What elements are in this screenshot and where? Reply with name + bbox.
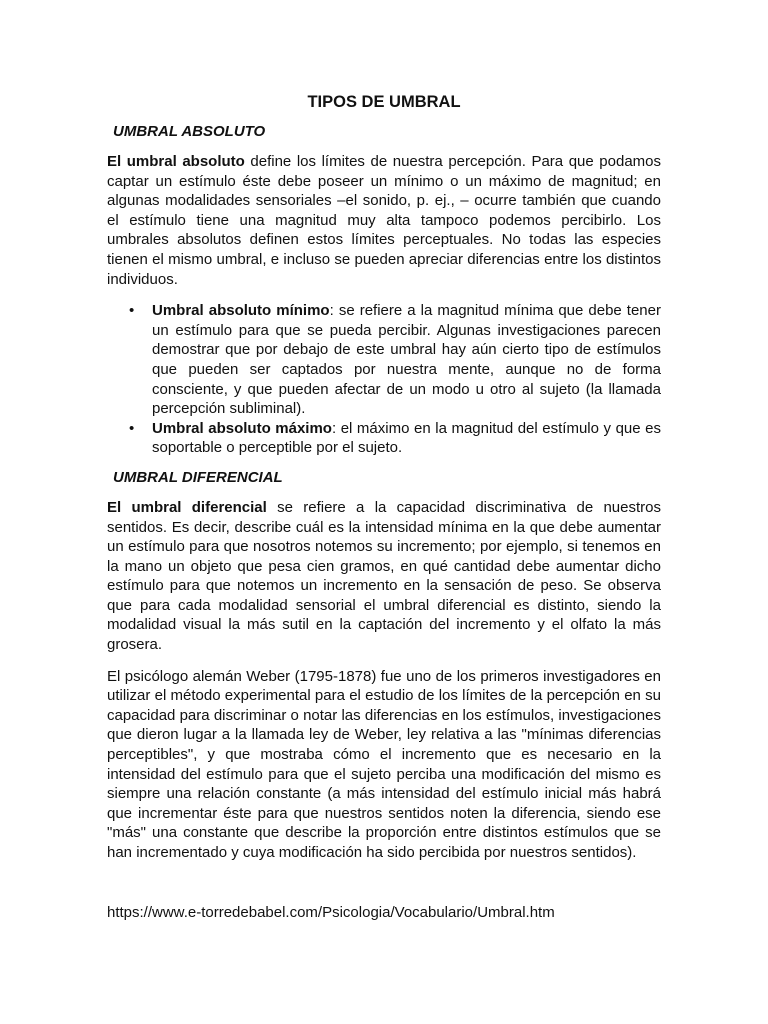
list-item-text: : se refiere a la magnitud mínima que debe tener un estímulo para que se pueda percibir. Algunas investigaciones parecen demostrar que por debajo de este umbral hay aún cierto tipo de estímulos que pueden ser captados por nuestra mente, aunque no de forma consciente, y que pueden afectar de un modo u otro al sujeto (la llamada percepción subliminal). [152, 302, 661, 418]
page-title: TIPOS DE UMBRAL [307, 93, 461, 111]
term-umbral-absoluto: El umbral absoluto [107, 153, 245, 170]
bullet-icon: • [129, 302, 135, 320]
paragraph-text: define los límites de nuestra percepción. Para que podamos captar un estímulo éste debe poseer un mínimo o un máximo de magnitud; en algunas modalidades sensoriales –el sonido, p. ej., – ocurre también que cuando el estímulo tiene una magnitud muy alta tampoco podemos percibirlo. Los umbrales absolutos definen estos límites perceptuales. No todas las especies tienen el mismo umbral, e incluso se pueden apreciar diferencias entre los distintos individuos. [107, 153, 662, 288]
term-umbral-minimo: Umbral absoluto mínimo [152, 302, 330, 320]
list-item-text: : el máximo en la magnitud del estímulo y que es soportable o perceptible por el sujeto. [152, 419, 662, 457]
document-page [107, 92, 661, 923]
paragraph-text: se refiere a la capacidad discriminativa de nuestros sentidos. Es decir, describe cuál es la intensidad mínima en la que debe aumentar un estímulo para que nosotros notemos su incremento; por ejemplo, si tenemos en la mano un objeto que pesa cien gramos, en qué cantidad debe aumentar dicho estímulo para que notemos un incremento en la sensación de peso. Se observa que para cada modalidad sensorial el umbral diferencial es distinto, siendo la modalidad visual la más sutil en la captación del incremento y el olfato la más grosera. [107, 498, 662, 654]
paragraph-umbral-absoluto [107, 152, 661, 289]
list-item [107, 301, 661, 419]
term-umbral-maximo: Umbral absoluto máximo [152, 419, 332, 437]
paragraph-weber: El psicólogo alemán Weber (1795-1878) fue uno de los primeros investigadores en utilizar el método experimental para el estudio de los límites de la percepción en su capacidad para discriminar o notar las diferencias en los estímulos, investigaciones que dieron lugar a la llamada ley de Weber, ley relativa a las "mínimas diferencias perceptibles", y que mostraba cómo el incremento que es necesario en la intensidad del estímulo para que el sujeto perciba una modificación del mismo es siempre una relación constante (a más intensidad del estímulo inicial más habrá que incrementar éste para que nuestros sentidos noten la diferencia, siendo ese "más" una constante que describe la proporción entre distintos estímulos que se han incrementado y cuya modificación ha sido percibida por nuestros sentidos). [107, 667, 661, 861]
term-umbral-diferencial: El umbral diferencial [107, 498, 267, 516]
bullet-list [107, 301, 661, 458]
section-heading-umbral-absoluto: UMBRAL ABSOLUTO [113, 123, 266, 140]
bullet-icon: • [129, 419, 135, 437]
section-heading-umbral-diferencial: UMBRAL DIFERENCIAL [113, 468, 283, 486]
paragraph-umbral-diferencial [107, 498, 661, 655]
list-item [107, 419, 661, 458]
source-url: https://www.e-torredebabel.com/Psicologia/Vocabulario/Umbral.htm [107, 903, 555, 921]
